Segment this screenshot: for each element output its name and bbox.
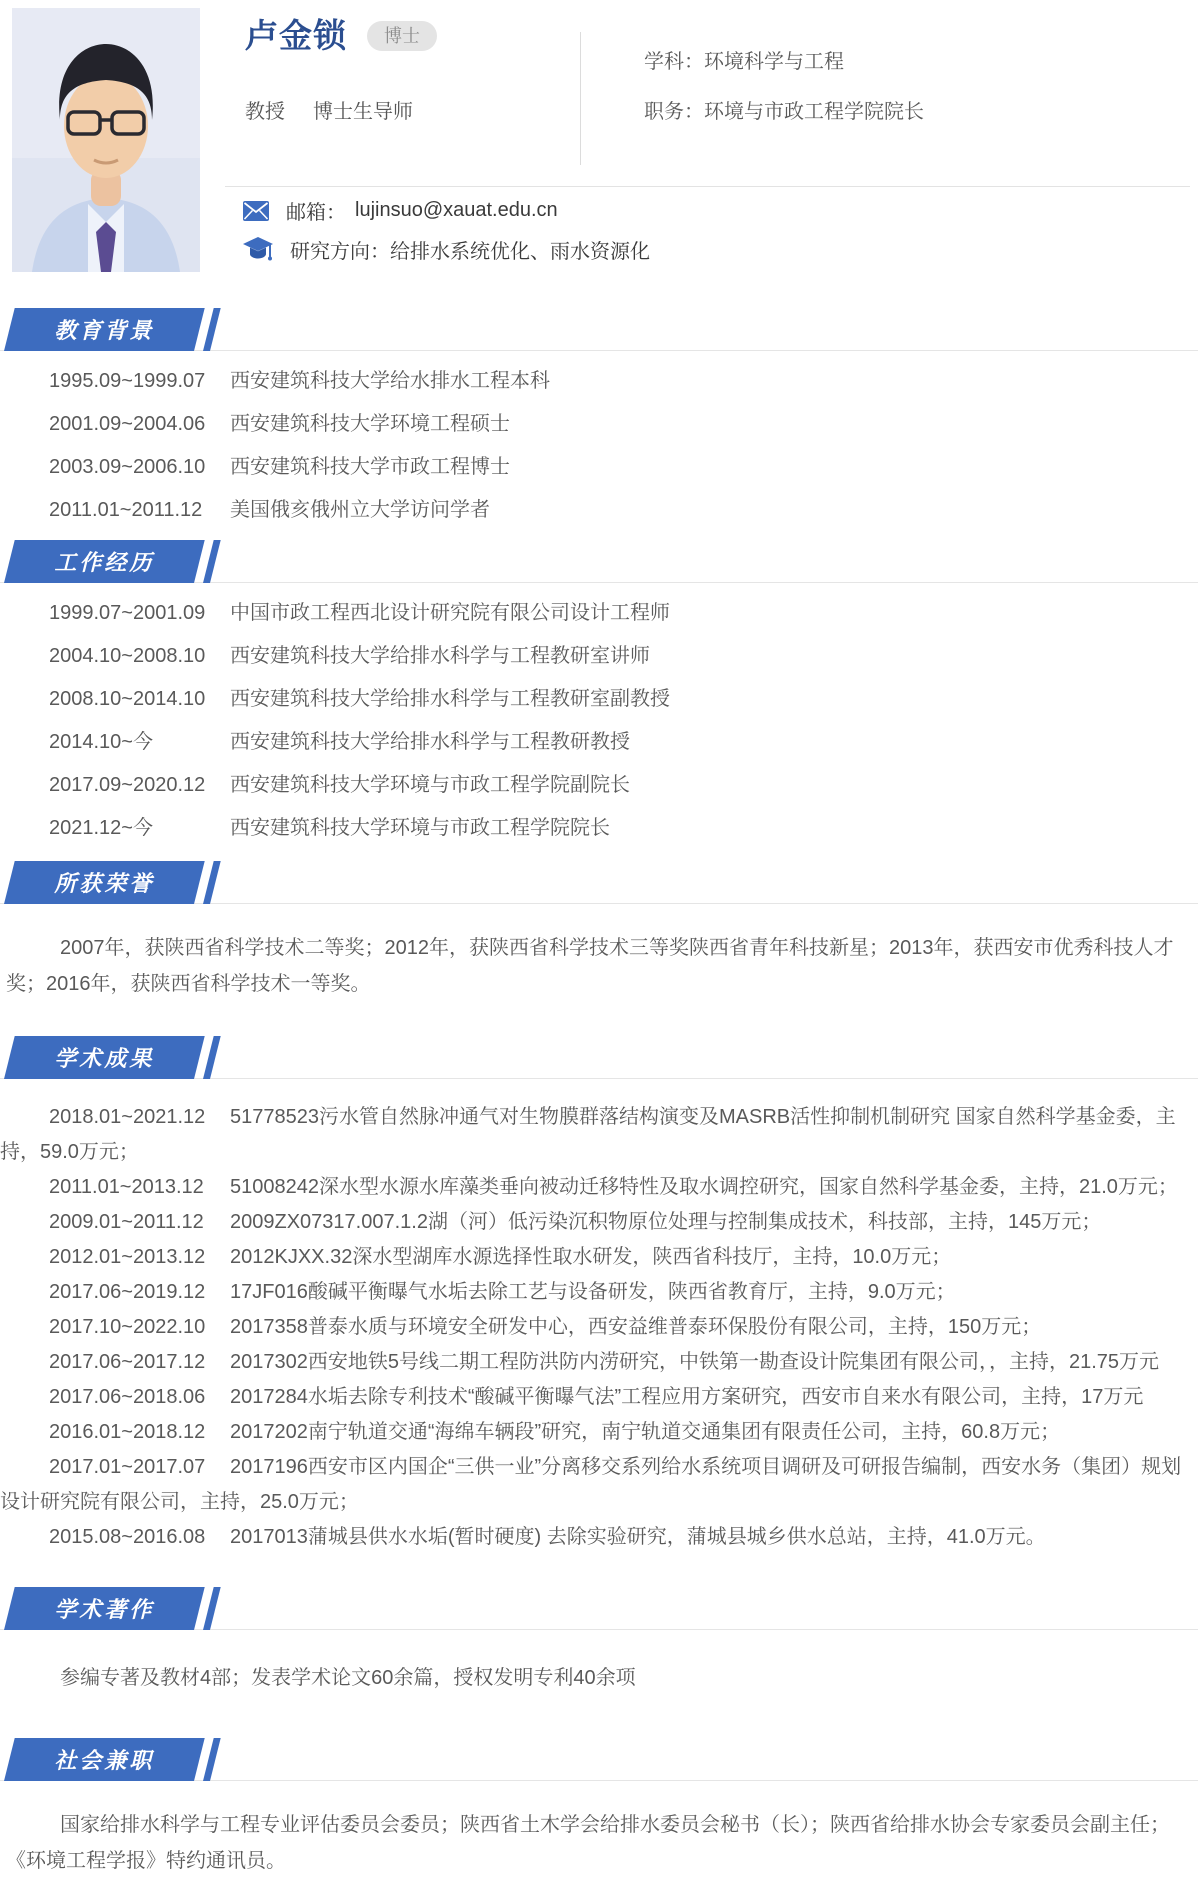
degree-badge: 博士 [367,21,437,51]
row-text: 西安建筑科技大学市政工程博士 [230,456,510,478]
row-date: 2021.12~今 [49,817,153,839]
position-row [644,98,924,126]
work-row [0,807,1198,850]
position-value: 环境与市政工程学院院长 [704,101,924,123]
row-text: 西安建筑科技大学环境与市政工程学院副院长 [230,774,630,796]
section-header-education [0,308,1198,351]
title-doctoral-supervisor: 博士生导师 [313,101,413,123]
discipline-row [644,48,924,76]
item-text: 51008242深水型水源水库藻类垂向被动迁移特性及取水调控研究，国家自然科学基金委，主持，21.0万元； [230,1176,1178,1198]
social-paragraph: 国家给排水科学与工程专业评估委员会委员；陕西省土木学会给排水委员会秘书（长）；陕西省给排水协会专家委员会副主任；《环境工程学报》特约通讯员。 [6,1814,1170,1872]
item-date: 2017.06~2019.12 [49,1281,206,1303]
discipline-position-block [580,32,924,165]
achievement-item [0,1345,1194,1380]
email-row [243,196,558,225]
honors-banner [4,861,205,904]
position-label: 职务： [644,101,704,123]
item-text: 2009ZX07317.007.1.2湖（河）低污染沉积物原位处理与控制集成技术，科技部，主持，145万元； [230,1211,1102,1233]
item-text: 2017202南宁轨道交通“海绵车辆段”研究，南宁轨道交通集团有限责任公司，主持，60.8万元； [230,1421,1061,1443]
banner-accent-stripe [203,861,221,904]
banner-accent-stripe [203,540,221,583]
row-text: 西安建筑科技大学给排水科学与工程教研教授 [230,731,630,753]
name-block [245,14,437,124]
person-name: 卢金锁 [245,17,347,54]
item-text: 2017302西安地铁5号线二期工程防洪防内涝研究，中铁第一勘查设计院集团有限公司，，主持，21.75万元 [230,1351,1160,1373]
achievement-item [0,1100,1194,1170]
section-header-work [0,540,1198,583]
item-date: 2009.01~2011.12 [49,1211,204,1233]
row-text: 中国市政工程西北设计研究院有限公司设计工程师 [230,602,670,624]
row-text: 西安建筑科技大学给排水科学与工程教研室讲师 [230,645,650,667]
education-list [0,351,1198,537]
section-header-publications [0,1587,1198,1630]
section-title: 教育背景 [54,318,155,343]
graduation-cap-icon [243,237,273,263]
work-banner [4,540,205,583]
item-text: 2017284水垢去除专利技术“酸碱平衡曝气法”工程应用方案研究，西安市自来水有限公司，主持，17万元 [230,1386,1144,1408]
education-row [0,446,1198,489]
email-value: lujinsuo@xauat.edu.cn [355,199,558,221]
section-header-social [0,1738,1198,1781]
profile-photo [12,8,200,272]
item-text: 2017358普泰水质与环境安全研发中心，西安益维普泰环保股份有限公司，主持，150万元； [230,1316,1042,1338]
row-text: 西安建筑科技大学给水排水工程本科 [230,370,550,392]
social-banner [4,1738,205,1781]
section-header-honors [0,861,1198,904]
achievement-item [0,1170,1194,1205]
research-label: 研究方向： [290,241,390,263]
item-date: 2016.01~2018.12 [49,1421,206,1443]
row-date: 2008.10~2014.10 [49,688,206,710]
row-date: 2003.09~2006.10 [49,456,206,478]
row-text: 西安建筑科技大学环境工程硕士 [230,413,510,435]
item-date: 2017.10~2022.10 [49,1316,206,1338]
item-text: 2012KJXX.32深水型湖库水源选择性取水研发，陕西省科技厅，主持，10.0万元； [230,1246,952,1268]
row-date: 2001.09~2004.06 [49,413,206,435]
achievement-item [0,1240,1194,1275]
work-row [0,678,1198,721]
achievement-item [0,1450,1194,1520]
item-date: 2017.06~2017.12 [49,1351,206,1373]
item-date: 2017.06~2018.06 [49,1386,206,1408]
education-row [0,360,1198,403]
row-date: 2017.09~2020.12 [49,774,206,796]
publications-banner [4,1587,205,1630]
work-row [0,764,1198,807]
achievement-item [0,1310,1194,1345]
row-date: 1995.09~1999.07 [49,370,206,392]
work-row [0,592,1198,635]
item-date: 2015.08~2016.08 [49,1526,206,1548]
publications-paragraph: 参编专著及教材4部；发表学术论文60余篇，授权发明专利40余项 [60,1667,636,1689]
section-title: 社会兼职 [54,1748,155,1773]
research-row [243,235,650,264]
banner-accent-stripe [203,1738,221,1781]
envelope-icon [243,201,269,221]
education-row [0,489,1198,532]
work-row [0,635,1198,678]
banner-accent-stripe [203,308,221,351]
row-date: 1999.07~2001.09 [49,602,206,624]
section-title: 学术著作 [54,1597,155,1622]
education-row [0,403,1198,446]
section-title: 所获荣誉 [54,871,155,896]
work-list [0,583,1198,855]
education-banner [4,308,205,351]
achievements-banner [4,1036,205,1079]
honors-paragraph: 2007年，获陕西省科学技术二等奖；2012年，获陕西省科学技术三等奖陕西省青年科技新星；2013年，获西安市优秀科技人才奖；2016年，获陕西省科学技术一等奖。 [6,937,1174,995]
item-date: 2018.01~2021.12 [49,1106,206,1128]
row-text: 西安建筑科技大学环境与市政工程学院院长 [230,817,610,839]
item-text: 17JF016酸碱平衡曝气水垢去除工艺与设备研发，陕西省教育厅，主持，9.0万元； [230,1281,956,1303]
row-text: 西安建筑科技大学给排水科学与工程教研室副教授 [230,688,670,710]
row-date: 2011.01~2011.12 [49,499,203,521]
achievement-item [0,1380,1194,1415]
row-date: 2014.10~今 [49,731,153,753]
achievements-list [0,1079,1198,1571]
profile-header [0,0,1198,285]
banner-accent-stripe [203,1036,221,1079]
item-date: 2012.01~2013.12 [49,1246,206,1268]
research-value: 给排水系统优化、雨水资源化 [390,241,650,263]
row-date: 2004.10~2008.10 [49,645,206,667]
achievement-item [0,1520,1194,1555]
achievement-item [0,1415,1194,1450]
item-text: 2017196西安市区内国企“三供一业”分离移交系列给水系统项目调研及可研报告编制，西安水务（集团）规划设计研究院有限公司，主持，25.0万元； [0,1456,1182,1513]
section-title: 学术成果 [54,1046,155,1071]
achievement-item [0,1275,1194,1310]
job-titles [245,95,437,124]
title-professor: 教授 [245,101,285,123]
banner-accent-stripe [203,1587,221,1630]
section-title: 工作经历 [54,550,155,575]
work-row [0,721,1198,764]
discipline-label: 学科： [644,51,704,73]
section-header-achievements [0,1036,1198,1079]
item-text: 2017013蒲城县供水水垢(暂时硬度) 去除实验研究，蒲城县城乡供水总站，主持，41.0万元。 [230,1526,1046,1548]
email-label: 邮箱： [286,202,346,224]
discipline-value: 环境科学与工程 [704,51,844,73]
header-divider [225,186,1190,187]
item-date: 2011.01~2013.12 [49,1176,204,1198]
achievement-item [0,1205,1194,1240]
item-text: 51778523污水管自然脉冲通气对生物膜群落结构演变及MASRB活性抑制机制研究 国家自然科学基金委，主持，59.0万元； [0,1106,1176,1163]
item-date: 2017.01~2017.07 [49,1456,206,1478]
row-text: 美国俄亥俄州立大学访问学者 [230,499,490,521]
